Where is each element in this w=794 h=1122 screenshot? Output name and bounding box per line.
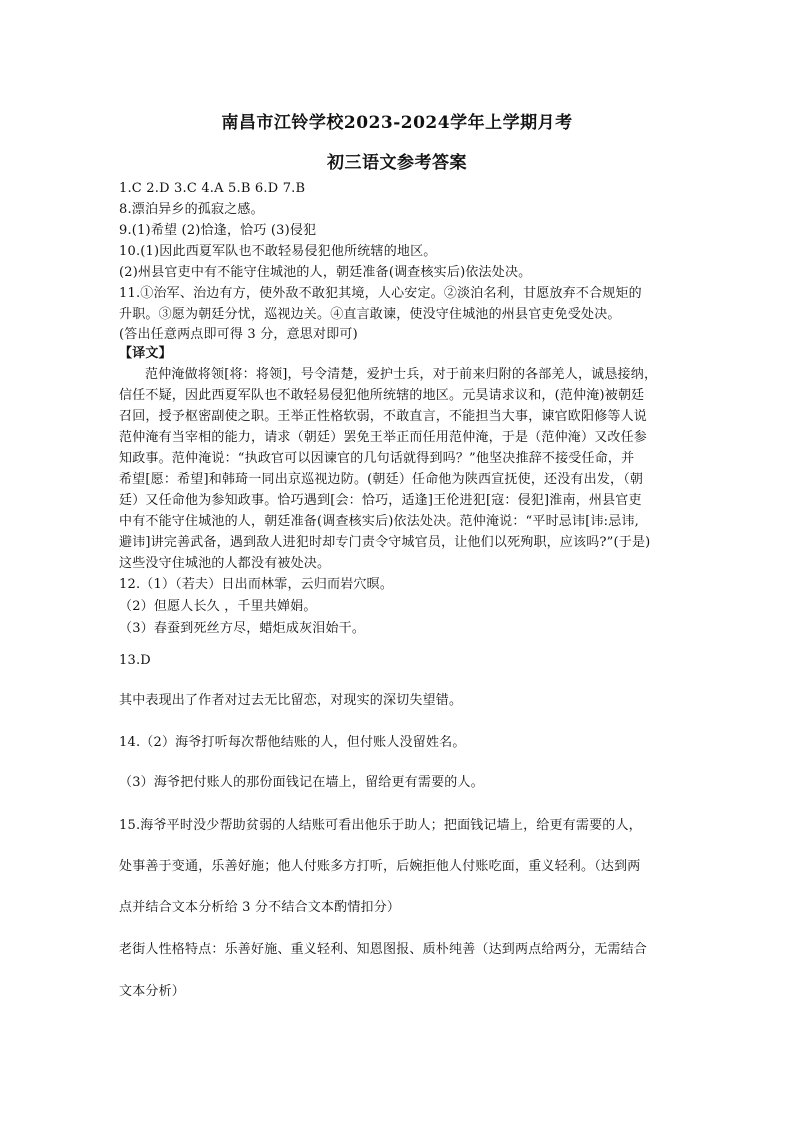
translation-line: 中有不能守住城池的人，朝廷准备(调查核实后)依法处决。范仲淹说：“平时忌讳[讳:忌讳, [119, 514, 639, 529]
answer-line-14-2: 14.（2）海爷打听每次帮他结账的人，但付账人没留姓名。 [119, 735, 466, 750]
translation-line: 范仲淹有当宰相的能力，请求（朝廷）罢免王举正而任用范仲淹，于是（范仲淹）又改任参 [119, 430, 648, 445]
translation-line: 信任不疑，因此西夏军队也不敢轻易侵犯他所统辖的地区。元昊请求议和，(范仲淹)被朝廷 [119, 388, 645, 403]
document-subtitle: 初三语文参考答案 [327, 153, 467, 173]
translation-line: 召回，授予枢密副使之职。王举正性格软弱，不敢直言，不能担当大事，谏官欧阳修等人说 [119, 409, 648, 424]
translation-line: 这些没守住城池的人都没有被处决。 [119, 556, 331, 571]
answer-line-9: 9.(1)希望 (2)恰逢，恰巧 (3)侵犯 [119, 223, 317, 238]
translation-line: 希望[愿：希望]和韩琦一同出京巡视边防。(朝廷）任命他为陕西宣抚使，还没有出发，（朝 [119, 472, 644, 487]
answer-line-15-c: 点并结合文本分析给 3 分不结合文本酌情扣分） [119, 900, 401, 915]
answer-line-15-d: 老街人性格特点：乐善好施、重义轻利、知恩图报、质朴纯善（达到两点给两分，无需结合 [119, 942, 648, 957]
translation-line: 避讳]讲完善武备，遇到敌人进犯时却专门责令守城官员，让他们以死殉职，应该吗?”(于是) [119, 535, 651, 550]
answer-line-13-note: 其中表现出了作者对过去无比留恋，对现实的深切失望错。 [119, 693, 463, 708]
translation-line: 范仲淹做将领[将：将领]，号令清楚，爱护士兵，对于前来归附的各部羌人，诚恳接纳， [145, 367, 658, 382]
translation-heading: 【译文】 [119, 346, 172, 361]
answer-line-12-1: 12.（1）（若夫）日出而林霏，云归而岩穴暝。 [119, 577, 394, 592]
answer-line-8: 8.漂泊异乡的孤寂之感。 [119, 202, 264, 217]
answer-line-10-1: 10.(1)因此西夏军队也不敢轻易侵犯他所统辖的地区。 [119, 244, 437, 259]
translation-line: 廷）又任命他为参知政事。恰巧遇到[会：恰巧，适逢]王伦进犯[寇：侵犯]淮南，州县官吏 [119, 493, 642, 508]
document-title: 南昌市江铃学校2023-2024学年上学期月考 [221, 113, 573, 133]
answer-line-12-3: （3）春蚕到死丝方尽，蜡炬成灰泪始干。 [119, 621, 366, 636]
answer-line-13: 13.D [119, 653, 151, 668]
translation-line: 知政事。范仲淹说：“执政官可以因谏官的几句话就得到吗？”他坚决推辞不接受任命，并 [119, 451, 635, 466]
answer-line-10-2: (2)州县官吏中有不能守住城池的人，朝廷准备(调查核实后)依法处决。 [119, 265, 532, 280]
answer-line-11-a: 11.①治军、治边有方，使外敌不敢犯其境，人心安定。②淡泊名利，甘愿放弃不合规矩的 [119, 286, 642, 301]
answer-line-11-note: (答出任意两点即可得 3 分，意思对即可) [119, 327, 358, 342]
answer-line-11-b: 升职。③愿为朝廷分忧，巡视边关。④直言敢谏，使没守住城池的州县官吏免受处决。 [119, 307, 621, 322]
answer-line-15-e: 文本分析） [119, 984, 186, 999]
answer-line-15-a: 15.海爷平时没少帮助贫弱的人结账可看出他乐于助人；把面钱记墙上，给更有需要的人， [119, 818, 642, 833]
answer-line-mcq: 1.C 2.D 3.C 4.A 5.B 6.D 7.B [119, 181, 306, 196]
answer-line-14-3: （3）海爷把付账人的那份面钱记在墙上，留给更有需要的人。 [119, 775, 484, 790]
answer-line-12-2: （2）但愿人长久 ，千里共婵娟。 [119, 599, 317, 614]
answer-line-15-b: 处事善于变通，乐善好施；他人付账多方打听，后婉拒他人付账吃面，重义轻利。（达到两 [119, 859, 641, 874]
